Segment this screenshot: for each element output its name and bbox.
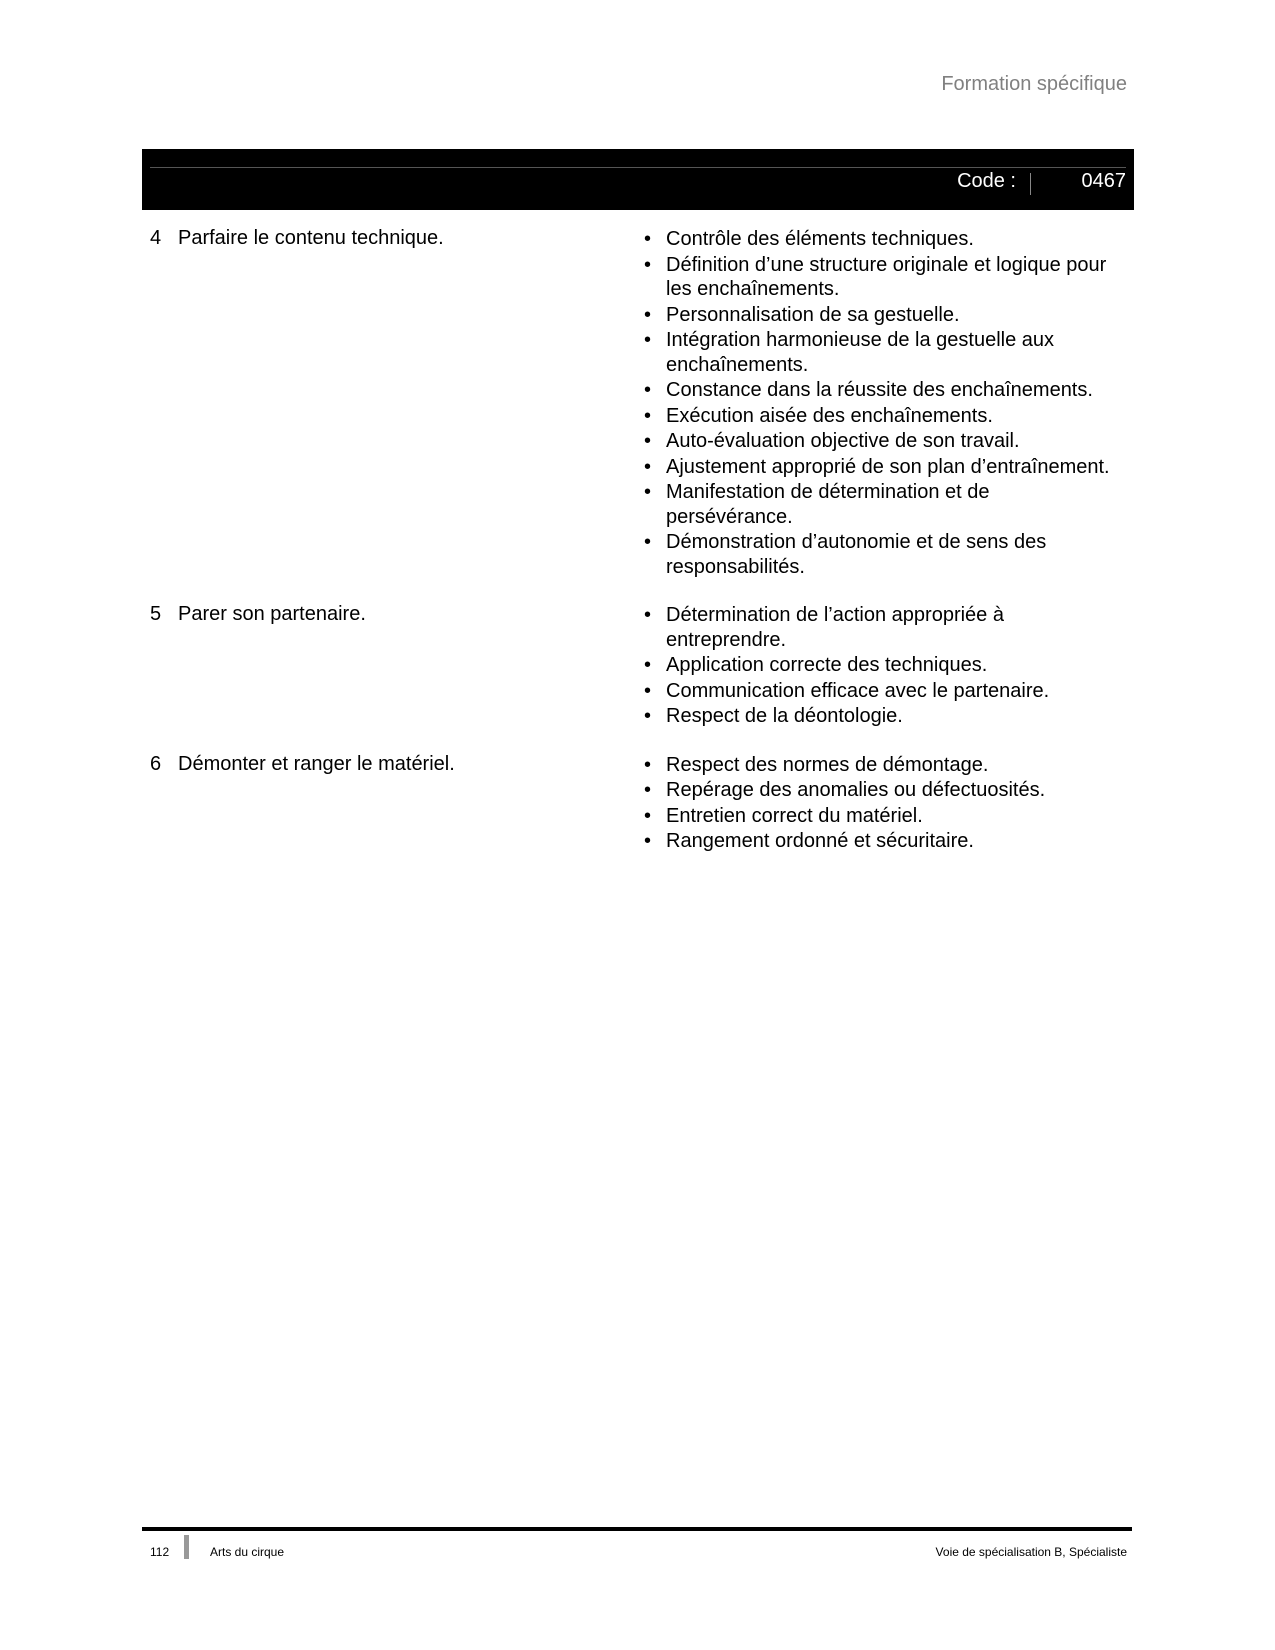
footer-rule bbox=[142, 1527, 1132, 1531]
list-item: • Ajustement approprié de son plan d’entraînement. bbox=[640, 455, 1120, 480]
list-item: • Communication efficace avec le partenaire. bbox=[640, 679, 1120, 704]
criteria-list bbox=[640, 602, 1120, 729]
table-row bbox=[150, 752, 1135, 854]
code-bar-rule bbox=[150, 167, 1126, 168]
footer-program: Arts du cirque bbox=[210, 1545, 285, 1559]
footer-divider bbox=[184, 1535, 189, 1559]
table-row bbox=[150, 226, 1135, 579]
element-cell bbox=[150, 226, 640, 579]
page-number: 112 bbox=[150, 1545, 170, 1559]
code-value: 0467 bbox=[1081, 170, 1126, 192]
list-item: • Entretien correct du matériel. bbox=[640, 804, 1120, 829]
footer-track: Voie de spécialisation B, Spécialiste bbox=[935, 1545, 1127, 1559]
element-cell bbox=[150, 752, 640, 854]
list-item: • Définition d’une structure originale et logique pour les enchaînements. bbox=[640, 253, 1120, 302]
table-row bbox=[150, 602, 1135, 729]
list-item: • Rangement ordonné et sécuritaire. bbox=[640, 829, 1120, 854]
code-bar bbox=[142, 149, 1134, 210]
list-item: • Exécution aisée des enchaînements. bbox=[640, 404, 1120, 429]
list-item: • Repérage des anomalies ou défectuosités. bbox=[640, 778, 1120, 803]
list-item: • Application correcte des techniques. bbox=[640, 653, 1120, 678]
element-text: Parer son partenaire. bbox=[178, 603, 366, 625]
code-label: Code : bbox=[957, 170, 1016, 192]
list-item: • Manifestation de détermination et de persévérance. bbox=[640, 480, 1120, 529]
code-separator bbox=[1030, 173, 1031, 195]
element-number: 4 bbox=[150, 227, 162, 249]
list-item: • Intégration harmonieuse de la gestuelle aux enchaînements. bbox=[640, 328, 1120, 377]
element-text: Démonter et ranger le matériel. bbox=[178, 752, 455, 775]
competency-table bbox=[150, 226, 1135, 877]
list-item: • Personnalisation de sa gestuelle. bbox=[640, 303, 1120, 328]
element-text: Parfaire le contenu technique. bbox=[178, 227, 444, 249]
list-item: • Auto-évaluation objective de son travail. bbox=[640, 429, 1120, 454]
list-item: • Contrôle des éléments techniques. bbox=[640, 227, 1120, 252]
criteria-list bbox=[640, 226, 1120, 579]
element-number: 5 bbox=[150, 603, 162, 625]
element-number: 6 bbox=[150, 752, 162, 775]
list-item: • Détermination de l’action appropriée à entreprendre. bbox=[640, 603, 1120, 652]
list-item: • Démonstration d’autonomie et de sens des responsabilités. bbox=[640, 530, 1120, 579]
criteria-list bbox=[640, 752, 1120, 854]
list-item: • Constance dans la réussite des enchaînements. bbox=[640, 378, 1120, 403]
section-header: Formation spécifique bbox=[941, 73, 1127, 95]
element-cell bbox=[150, 602, 640, 729]
list-item: • Respect de la déontologie. bbox=[640, 704, 1120, 729]
list-item: • Respect des normes de démontage. bbox=[640, 753, 1120, 778]
